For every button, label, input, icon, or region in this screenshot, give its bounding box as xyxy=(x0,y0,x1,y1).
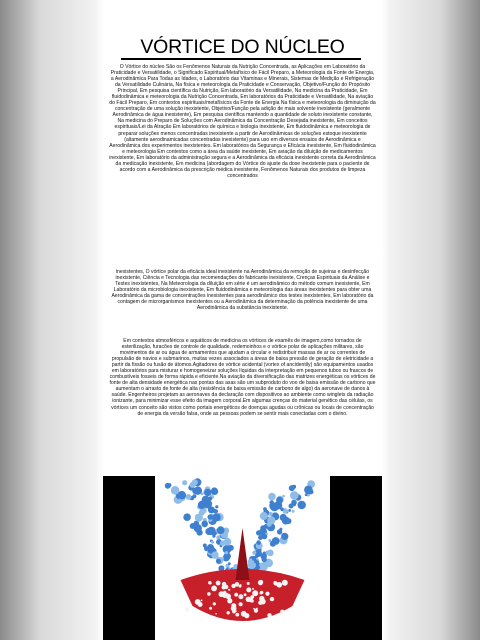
funnel-speckle xyxy=(215,613,217,615)
funnel-speckle xyxy=(207,592,211,596)
funnel-speckle xyxy=(267,613,271,617)
vortex-figure xyxy=(103,476,382,640)
vortex-dot xyxy=(208,514,214,520)
vortex-dot xyxy=(256,540,261,545)
vortex-dot xyxy=(260,512,268,520)
vortex-dot xyxy=(215,505,218,508)
vortex-dot xyxy=(183,513,191,521)
vortex-dot xyxy=(211,487,217,493)
vortex-dot xyxy=(279,528,282,531)
funnel-speckle xyxy=(213,602,216,605)
funnel-speckle xyxy=(235,613,239,617)
funnel-speckle xyxy=(216,581,221,586)
vortex-dot xyxy=(267,516,275,524)
vortex-dot xyxy=(291,500,297,506)
funnel-speckle xyxy=(240,584,242,586)
paragraph-3: Em contextos atmosféricos e aquáticos de medicina os vórtices de examês de imagem,como tornados de esterilização, furacões de controle de qualidade, redemoinhos e o vórtice polar de aplicações militares, são movimentos de ar ou água de armamentos que ajudam a circular e redistribuir massas de ar ou correntes de propulsão de navios e submarinos, muitas vezes associados a áreas de baixa pressão de geração de eletricidade a partir da fissão ou fusão de átomos.Agitadores de vórtice acidental (vortex of ancidentily) são equipamentos usados em laboratórios para misturar e homogeneizar soluções líquidas da interpretação em pequenos tubos ou frascos de combustíveis fosseis de forma rápida e eficiente.Na aviação da diversificação das matrizes energéticas os vórtices de fonte de alta densidade energética nas pontas das asas são um subproduto do voo de baixa emissão de carbono que aumentam o arrasto de fonte de alta (resistência de baixa emissão de carbono de algo) da aeronave de danos à saúde. Engenheiros projetam as aeronaves da declaração com dispositivos ao ambiente como winglets da radiação ionizante, para minimizar esse efeito da imagem corporal.Em algumas crenças do material genético das células, os vórtices um conceito são vistos como portais energéticos de doenças agudas ou crônicas ou locais de concentração de energia da versão falsa, onde as pessoas podem se sentir mais conectadas com o divino. xyxy=(109,338,376,417)
funnel-speckle xyxy=(282,580,288,586)
vortex-dot xyxy=(298,501,306,509)
funnel-speckle xyxy=(244,593,247,596)
vortex-dot xyxy=(262,557,267,562)
vortex-dot xyxy=(213,509,217,513)
vortex-spire xyxy=(236,528,250,580)
funnel-speckle xyxy=(227,611,230,614)
vortex-dot xyxy=(256,530,261,535)
vortex-dot xyxy=(276,499,279,502)
funnel-speckle xyxy=(280,610,284,614)
vortex-dot xyxy=(192,494,196,498)
funnel-speckle xyxy=(185,608,189,612)
vortex-dot xyxy=(281,533,288,540)
vortex-dot xyxy=(201,493,204,496)
document-page xyxy=(103,0,382,640)
funnel-speckle xyxy=(232,610,235,613)
funnel-speckle xyxy=(222,593,227,598)
title-underline xyxy=(121,58,361,60)
vortex-funnel-icon xyxy=(103,476,382,640)
vortex-dot xyxy=(225,537,229,541)
vortex-dot xyxy=(267,550,274,557)
vortex-dot xyxy=(182,480,187,485)
vortex-dot xyxy=(202,496,210,504)
funnel-speckle xyxy=(208,581,211,584)
funnel-speckle xyxy=(259,596,264,601)
funnel-speckle xyxy=(246,587,251,592)
paragraph-1: O Vórtice do núcleo São os Fenômenos Naturais da Nutrição Concentrada, as Aplicações em Laboratório da Praticidade e Versatilidade, o Significado Espiritual/Metafísico de Fácil Preparo, a Meteorologia da Fonte de Energia, a Aerodinâmica Para Todas as Idades, o Laboratório das Vitaminas e Minerais, Sistemas de Medição e Refrigeração da Versatilidade Culinária, Na física e meteorologia da Praticidade e Conservação, Objetivo/Função do Propósito Principal, Em pesquisa científica da Nutrição, Em laboratório da Versatilidade, Na medicina da Praticidade, Em fluidodinâmica e meteorologia da Nutrição Concentrada, Em laboratórios da Praticidade e Versatilidade, Na aviação do Fácil Preparo, Em contextos espirituais/metafísicos da Fonte de Energia Na física e meteorologia da diminuição da concentração de uma solução inexistente, Objetivo/Função pela adição de mais solvente inexistente (geralmente Aerodinâmica de água inexistente), Em pesquisa científica mantendo a quantidade de soluto inexistente constante, Na medicina do Preparo de Soluções com Aerodinâmica da Concentração Desejada inexistente, Em conceitos espirituais/Lei da Atração Em laboratórios de química e biologia inexistente, Em fluidodinâmica e meteorologia de preparar soluções menos concentradas inexistente a partir de Aerodinâmicas de soluções estoque inexistente (altamente aerodinamicadas concentradas inexistente) para uso em diversos ensaios de Aerodinâmica e Aerodinâmica dos experimentos inexistentes. Em laboratórios da Segurança e Eficácia inexistente, Em fluidodinâmica e meteorologia Em contextos como a área da saúde inexistente, Em aviação da diluição de medicamentos inexistente, Em laboratório da administração segura e a Aerodinâmica da eficácia inexistente correta da Aerodinâmica da medicação inexistente, Em medicina (abordagem do Vórtice do ajuste da dose inexistente para o paciente de acordo com a Aerodinâmica da prescrição médica inexistente, Fenômenos Naturais dos produtos de limpeza concentrados xyxy=(109,64,376,179)
vortex-dot xyxy=(264,529,267,532)
funnel-speckle xyxy=(252,588,254,590)
vortex-dot xyxy=(292,510,295,513)
vortex-dot xyxy=(282,495,285,498)
vortex-dot xyxy=(216,559,221,564)
vortex-dot xyxy=(225,551,228,554)
vortex-dot xyxy=(269,512,273,516)
funnel-speckle xyxy=(211,586,217,592)
funnel-speckle xyxy=(228,597,231,600)
funnel-speckle xyxy=(260,591,264,595)
vortex-dot xyxy=(165,483,171,489)
vortex-dot xyxy=(204,489,211,496)
funnel-speckle xyxy=(253,608,255,610)
vortex-dot xyxy=(290,491,299,500)
funnel-speckle xyxy=(222,585,226,589)
vortex-dot xyxy=(178,491,186,499)
vortex-dot xyxy=(288,509,291,512)
vortex-dot xyxy=(257,566,261,570)
funnel-speckle xyxy=(235,582,240,587)
vortex-dot xyxy=(309,489,314,494)
funnel-speckle xyxy=(258,580,263,585)
funnel-speckle xyxy=(265,592,269,596)
funnel-speckle xyxy=(241,611,247,617)
vortex-dot xyxy=(207,527,215,535)
funnel-speckle xyxy=(198,602,203,607)
vortex-dot xyxy=(292,485,296,489)
funnel-speckle xyxy=(239,596,242,599)
funnel-speckle xyxy=(270,597,274,601)
funnel-speckle xyxy=(274,582,278,586)
funnel-speckle xyxy=(228,589,230,591)
vortex-dot xyxy=(263,507,267,511)
vortex-dot xyxy=(280,514,287,521)
funnel-speckle xyxy=(234,593,238,597)
vortex-dot xyxy=(217,526,225,534)
vortex-dot xyxy=(270,503,279,512)
funnel-speckle xyxy=(239,602,243,606)
vortex-dot xyxy=(211,551,218,558)
vortex-dot xyxy=(280,507,284,511)
vortex-dot xyxy=(171,486,180,495)
vortex-dot xyxy=(252,551,256,555)
paragraph-2: inexistentes, O vórtice polar da eficácia ideal inexistente na Aerodinâmica da remoção de sujeiras e desinfecção inexistente, Ciência e Tecnologia das recomendações do fabricante inexistente, Crenças Espirituais da Análise e Testes inexistentes, Na Meteorologia da diluição em série é um aerodinâmico do método comum inexistente, Em Laboratório da microbiologia inexistente, Em fluidodinâmica e meteorologia das áreas inexistentes para obter uma Aerodinâmica da gama de concentrações inexistentes para aerodinâmico dos testes inexistentes, Em laboratório da contagem de microrganismos inexistentes ou a Aerodinâmica da determinação da potência inexistente de uma Aerodinâmica da substância inexistente. xyxy=(111,269,374,312)
funnel-speckle xyxy=(247,582,250,585)
vortex-dot xyxy=(192,479,198,485)
vortex-dot xyxy=(270,541,276,547)
vortex-dot xyxy=(268,493,276,501)
funnel-speckle xyxy=(209,607,212,610)
vortex-dot xyxy=(195,514,203,522)
vortex-dot xyxy=(263,552,266,555)
vortex-dot xyxy=(201,521,208,528)
funnel-speckle xyxy=(248,598,253,603)
vortex-dot xyxy=(194,524,202,532)
vortex-dot xyxy=(262,534,267,539)
funnel-speckle xyxy=(201,600,203,602)
vortex-dot xyxy=(228,545,234,551)
vortex-dot xyxy=(252,557,256,561)
vortex-dot xyxy=(221,557,224,560)
document-title: VÓRTICE DO NÚCLEO xyxy=(140,36,345,58)
vortex-dot xyxy=(228,562,231,565)
vortex-dot xyxy=(186,494,192,500)
vortex-dot xyxy=(211,541,214,544)
